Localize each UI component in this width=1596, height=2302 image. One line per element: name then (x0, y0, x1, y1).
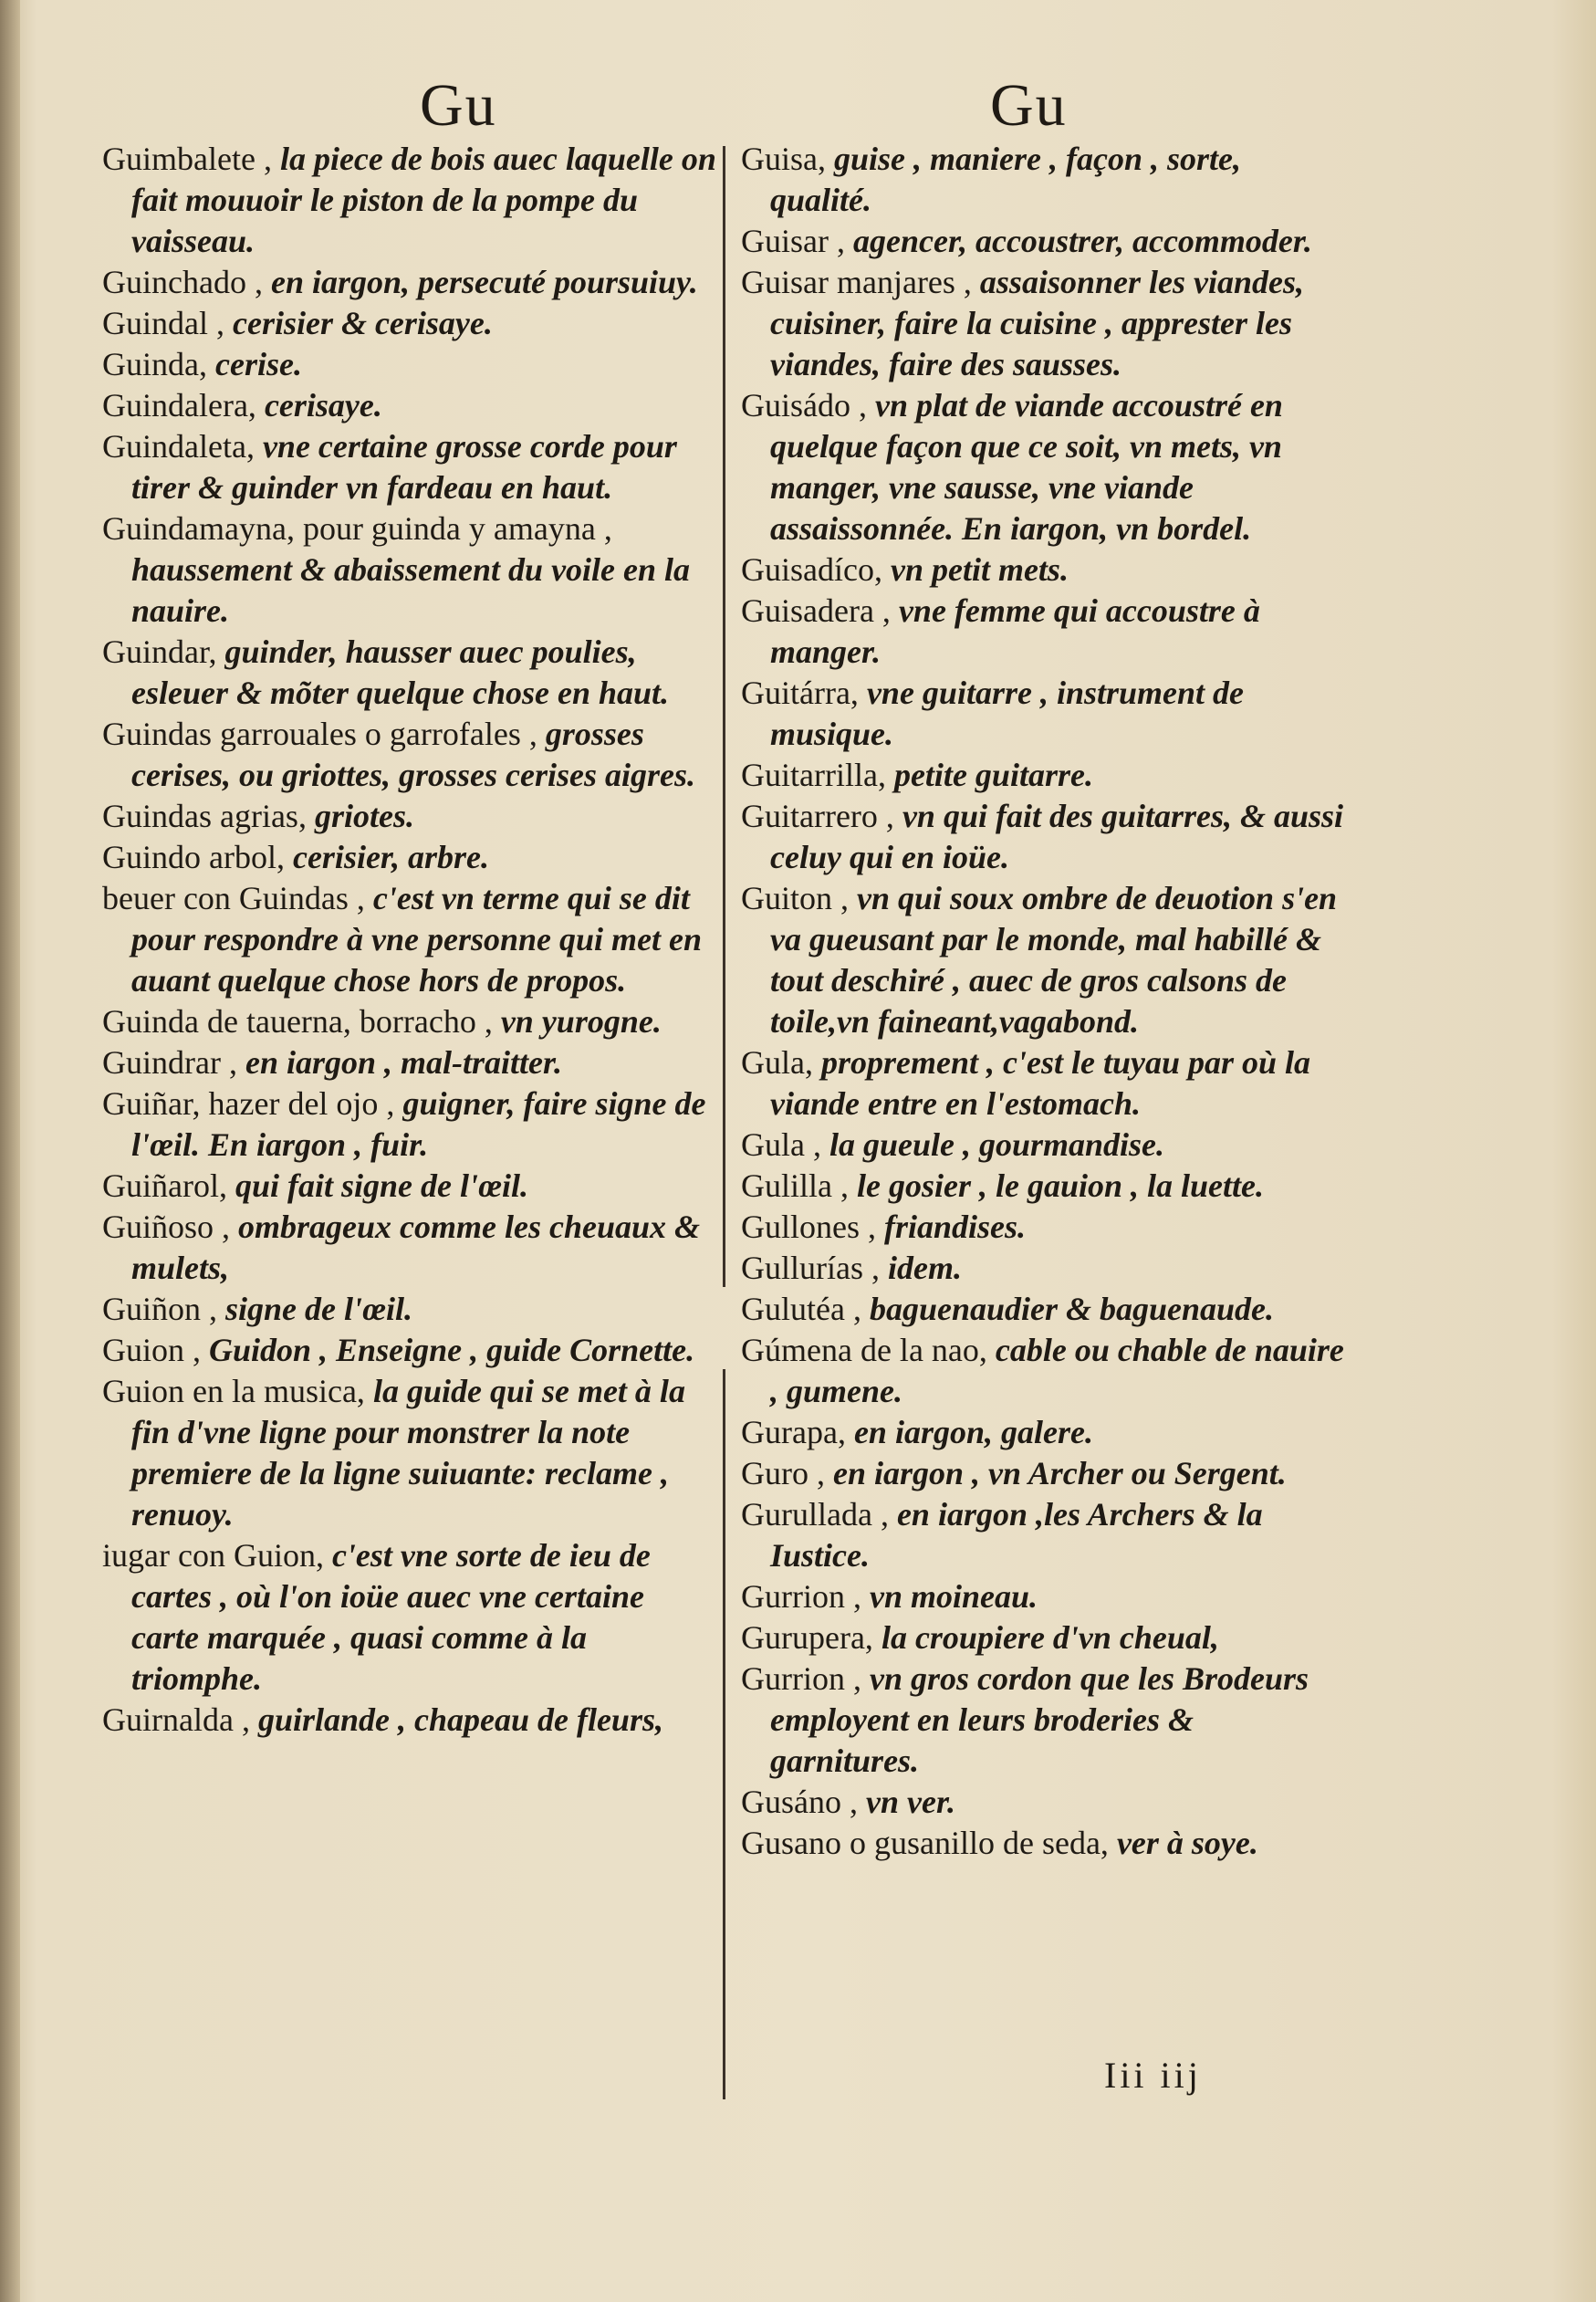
entry-gloss: la gueule , gourmandise. (829, 1126, 1165, 1163)
dictionary-entry (741, 1330, 1345, 1412)
dictionary-entry (102, 262, 719, 303)
entry-gloss: en iargon, galere. (853, 1414, 1093, 1450)
entry-term: Gulilla , (741, 1167, 849, 1204)
dictionary-entry (741, 1289, 1345, 1330)
entry-gloss: la croupiere d'vn cheual, (881, 1619, 1219, 1656)
entry-term: Guindrar , (102, 1044, 237, 1081)
entry-gloss: vn plat de viande accoustré en quelque façon que ce soit, vn mets, vn manger, vne sausse, vne viande assaissonnée. En iargon, vn bordel. (770, 387, 1283, 547)
entry-gloss: la piece de bois auec laquelle on fait mouuoir le piston de la pompe du vaisseau. (131, 141, 716, 259)
entry-gloss: baguenaudier & baguenaude. (869, 1291, 1275, 1327)
entry-term: Gurupera, (741, 1619, 873, 1656)
dictionary-entry (741, 1453, 1345, 1494)
dictionary-entry (102, 344, 719, 385)
running-head-right: Gu (990, 72, 1068, 139)
entry-gloss: c'est vn terme qui se dit pour respondre à vne personne qui met en auant quelque chose hors de propos. (131, 880, 703, 999)
entry-gloss: haussement & abaissement du voile en la nauire. (131, 551, 691, 629)
book-spine-edge (0, 0, 20, 2302)
dictionary-entry (741, 1617, 1345, 1658)
dictionary-entry (102, 139, 719, 262)
dictionary-entry (102, 1700, 719, 1741)
entry-term: Guindas agrias, (102, 798, 307, 834)
entry-gloss: cable ou chable de nauire , gumene. (770, 1332, 1344, 1409)
entry-term: Gula , (741, 1126, 821, 1163)
dictionary-entry (102, 1535, 719, 1700)
dictionary-entry (102, 508, 719, 632)
entry-gloss: assaisonner les viandes, cuisiner, faire la cuisine , apprester les viandes, faire des sausses. (770, 264, 1304, 382)
entry-gloss: vn yurogne. (500, 1003, 662, 1040)
dictionary-entry (102, 632, 719, 714)
entry-gloss: guirlande , chapeau de fleurs, (257, 1701, 663, 1738)
dictionary-entry (102, 1207, 719, 1289)
entry-gloss: en iargon , mal-traitter. (245, 1044, 563, 1081)
entry-term: Guinchado , (102, 264, 263, 300)
entry-gloss: qui fait signe de l'œil. (235, 1167, 528, 1204)
dictionary-entry (741, 1576, 1345, 1617)
dictionary-entry (102, 303, 719, 344)
entry-term: Gúmena de la nao, (741, 1332, 987, 1368)
column-rule (723, 1369, 725, 2099)
dictionary-entry (741, 1782, 1345, 1823)
entry-term: Gurrion , (741, 1660, 861, 1697)
dictionary-entry (102, 1001, 719, 1042)
dictionary-entry (102, 714, 719, 796)
dictionary-entry (102, 1371, 719, 1535)
dictionary-entry (741, 1823, 1345, 1864)
signature-mark: Iii iij (1104, 2055, 1202, 2096)
entry-term: Guiton , (741, 880, 850, 916)
dictionary-entry (741, 262, 1345, 385)
entry-gloss: la guide qui se met à la fin d'vne ligne pour monstrer la note premiere de la ligne suiuante: reclame , renuoy. (131, 1373, 685, 1533)
dictionary-entry (741, 796, 1345, 878)
entry-gloss: cerisier, arbre. (292, 839, 489, 875)
dictionary-entry (741, 1658, 1345, 1782)
dictionary-entry (102, 1042, 719, 1083)
entry-gloss: vn petit mets. (890, 551, 1069, 588)
dictionary-entry (102, 1289, 719, 1330)
dictionary-entry (102, 426, 719, 508)
entry-term: Guindaleta, (102, 428, 255, 465)
dictionary-entry (741, 1207, 1345, 1248)
dictionary-entry (741, 1412, 1345, 1453)
dictionary-entry (741, 385, 1345, 549)
entry-term: Guindas garrouales o garrofales , (102, 716, 537, 752)
entry-gloss: vn gros cordon que les Brodeurs employent en leurs broderies & garnitures. (770, 1660, 1309, 1779)
entry-term: Guirnalda , (102, 1701, 250, 1738)
dictionary-entry (741, 221, 1345, 262)
entry-term: Guisádo , (741, 387, 867, 424)
entry-gloss: en iargon ,les Archers & la Iustice. (770, 1496, 1263, 1574)
dictionary-entry (741, 549, 1345, 591)
column-rule (723, 146, 725, 1287)
entry-term: Guimbalete , (102, 141, 272, 177)
dictionary-entry (102, 1330, 719, 1371)
entry-gloss: cerisaye. (264, 387, 382, 424)
dictionary-entry (741, 1494, 1345, 1576)
entry-gloss: vne guitarre , instrument de musique. (770, 675, 1244, 752)
dictionary-entry (741, 591, 1345, 673)
dictionary-entry (741, 1042, 1345, 1125)
entry-term: Guitarrilla, (741, 757, 886, 793)
entry-term: Guisadíco, (741, 551, 882, 588)
entry-gloss: c'est vne sorte de ieu de cartes , où l'on ioüe auec vne certaine carte marquée , quasi comme à la triomphe. (131, 1537, 651, 1697)
entry-gloss: proprement , c'est le tuyau par où la viande entre en l'estomach. (770, 1044, 1310, 1122)
entry-gloss: guinder, hausser auec poulies, esleuer & mõter quelque chose en haut. (131, 633, 670, 711)
dictionary-entry (741, 755, 1345, 796)
dictionary-entry (102, 1166, 719, 1207)
entry-term: beuer con Guindas , (102, 880, 365, 916)
dictionary-entry (741, 1166, 1345, 1207)
entry-term: Guiñoso , (102, 1209, 231, 1245)
entry-term: Guindalera, (102, 387, 256, 424)
dictionary-entry (102, 878, 719, 1001)
entry-gloss: en iargon, persecuté poursuiuy. (270, 264, 698, 300)
entry-term: Guinda de tauerna, borracho , (102, 1003, 493, 1040)
entry-gloss: en iargon , vn Archer ou Sergent. (833, 1455, 1287, 1491)
entry-term: Gusáno , (741, 1784, 858, 1820)
dictionary-entry (741, 878, 1345, 1042)
entry-gloss: le gosier , le gauion , la luette. (856, 1167, 1264, 1204)
entry-gloss: guise , maniere , façon , sorte, qualité. (770, 141, 1241, 218)
entry-gloss: friandises. (884, 1209, 1027, 1245)
entry-term: Guion , (102, 1332, 201, 1368)
entry-term: Gurrion , (741, 1578, 861, 1615)
entry-term: Gullurías , (741, 1250, 880, 1286)
entry-term: Gulutéa , (741, 1291, 861, 1327)
dictionary-entry (741, 1125, 1345, 1166)
entry-term: Guiñar, hazer del ojo , (102, 1085, 395, 1122)
entry-gloss: vne femme qui accoustre à manger. (770, 592, 1260, 670)
entry-term: Guiñarol, (102, 1167, 227, 1204)
entry-term: Guisa, (741, 141, 826, 177)
entry-gloss: idem. (887, 1250, 962, 1286)
entry-gloss: cerise. (214, 346, 302, 382)
entry-gloss: vn qui soux ombre de deuotion s'en va gueusant par le monde, mal habillé & tout deschiré , auec de gros calsons de toile,vn faineant,vagabond. (770, 880, 1338, 1040)
dictionary-entry (102, 1083, 719, 1166)
running-head-left: Gu (420, 72, 497, 139)
entry-term: Guinda, (102, 346, 207, 382)
dictionary-entry (102, 385, 719, 426)
entry-term: Guisadera , (741, 592, 891, 629)
entry-term: Guindal , (102, 305, 224, 341)
entry-gloss: petite guitarre. (893, 757, 1093, 793)
entry-gloss: ombrageux comme les cheuaux & mulets, (131, 1209, 701, 1286)
dictionary-entry (741, 139, 1345, 221)
left-column (102, 139, 719, 1741)
entry-gloss: griotes. (314, 798, 414, 834)
entry-term: Guindamayna, pour guinda y amayna , (102, 510, 612, 547)
entry-gloss: vn qui fait des guitarres, & aussi celuy qui en ioüe. (770, 798, 1344, 875)
right-column (741, 139, 1345, 1864)
entry-term: Gullones , (741, 1209, 876, 1245)
dictionary-entry (741, 673, 1345, 755)
entry-gloss: guigner, faire signe de l'œil. En iargon , fuir. (131, 1085, 706, 1163)
entry-gloss: ver à soye. (1116, 1825, 1258, 1861)
entry-term: Guitarrero , (741, 798, 894, 834)
entry-gloss: grosses cerises, ou griottes, grosses cerises aigres. (131, 716, 695, 793)
entry-term: Guindar, (102, 633, 217, 670)
entry-gloss: agencer, accoustrer, accommoder. (852, 223, 1312, 259)
entry-gloss: Guidon , Enseigne , guide Cornette. (209, 1332, 695, 1368)
entry-term: Gusano o gusanillo de seda, (741, 1825, 1109, 1861)
entry-term: Guindo arbol, (102, 839, 285, 875)
entry-term: Guitárra, (741, 675, 859, 711)
entry-term: Gula, (741, 1044, 813, 1081)
entry-term: Guro , (741, 1455, 825, 1491)
entry-gloss: vne certaine grosse corde pour tirer & guinder vn fardeau en haut. (131, 428, 677, 506)
entry-term: iugar con Guion, (102, 1537, 324, 1574)
entry-term: Guisar manjares , (741, 264, 972, 300)
dictionary-entry (741, 1248, 1345, 1289)
dictionary-entry (102, 796, 719, 837)
entry-gloss: cerisier & cerisaye. (232, 305, 493, 341)
entry-gloss: signe de l'œil. (225, 1291, 412, 1327)
entry-term: Guion en la musica, (102, 1373, 365, 1409)
dictionary-entry (102, 837, 719, 878)
entry-term: Guiñon , (102, 1291, 217, 1327)
entry-gloss: vn ver. (866, 1784, 955, 1820)
entry-term: Gurullada , (741, 1496, 889, 1533)
entry-term: Gurapa, (741, 1414, 846, 1450)
entry-gloss: vn moineau. (869, 1578, 1038, 1615)
entry-term: Guisar , (741, 223, 845, 259)
